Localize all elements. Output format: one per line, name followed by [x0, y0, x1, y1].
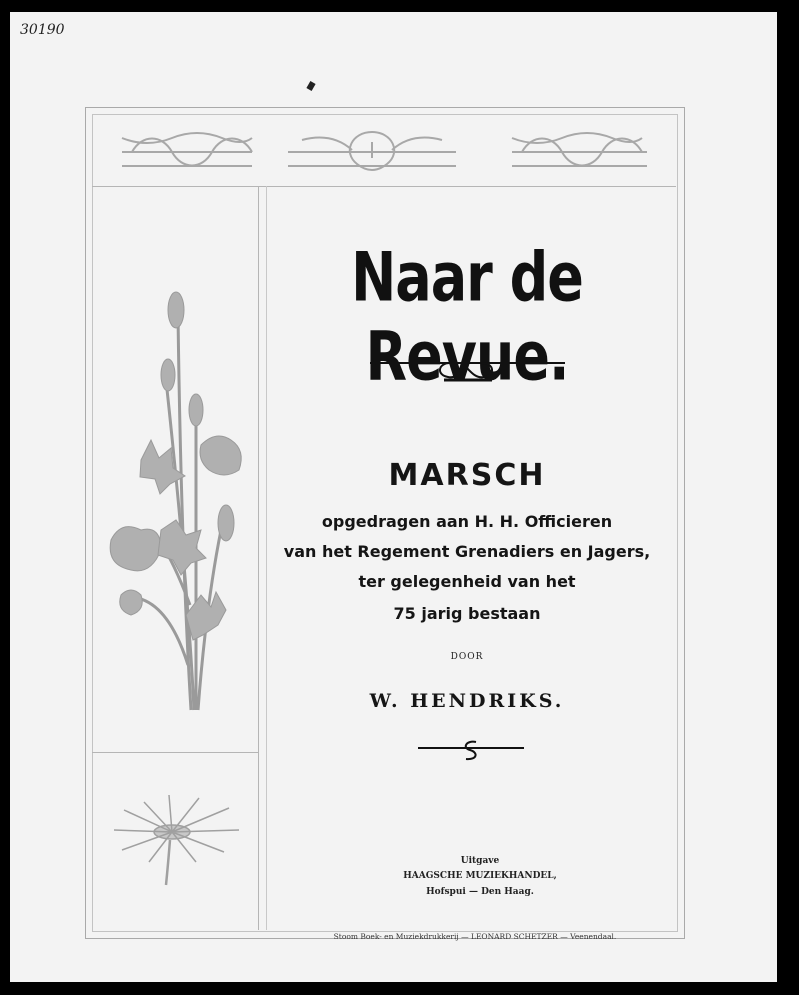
dedication-line-1: opgedragen aan H. H. Officieren — [321, 512, 613, 531]
catalog-number: 30190 — [20, 22, 65, 38]
dedication-line-3: ter gelegenheid van het — [358, 572, 576, 591]
publisher-name: HAAGSCHE MUZIEKHANDEL, — [403, 871, 557, 881]
composer-name: W. HENDRIKS. — [369, 690, 565, 712]
genre-heading: MARSCH — [388, 458, 546, 493]
dedication-line-2: van het Regement Grenadiers en Jagers, — [283, 542, 651, 561]
publisher-label: Uitgave — [460, 856, 500, 866]
publisher-address: Hofspui — Den Haag. — [426, 887, 534, 897]
title-flourish-icon — [370, 350, 565, 386]
daisy-illustration-icon — [104, 790, 254, 890]
column-divider — [258, 186, 259, 930]
art-nouveau-ornament-icon — [92, 118, 676, 182]
ornament-band-divider — [92, 186, 676, 187]
printer-credit: Stoom Boek- en Muziekdrukkerij — LEONARD SCHETZER — Veenendaal. — [333, 932, 617, 941]
poppy-illustration-icon — [96, 285, 256, 715]
page-title: Naar de Revue. — [351, 238, 583, 396]
s-flourish-icon — [418, 738, 524, 762]
by-label: DOOR — [450, 652, 484, 662]
left-panel-divider — [92, 752, 258, 753]
dedication-line-4: 75 jarig bestaan — [393, 604, 541, 623]
